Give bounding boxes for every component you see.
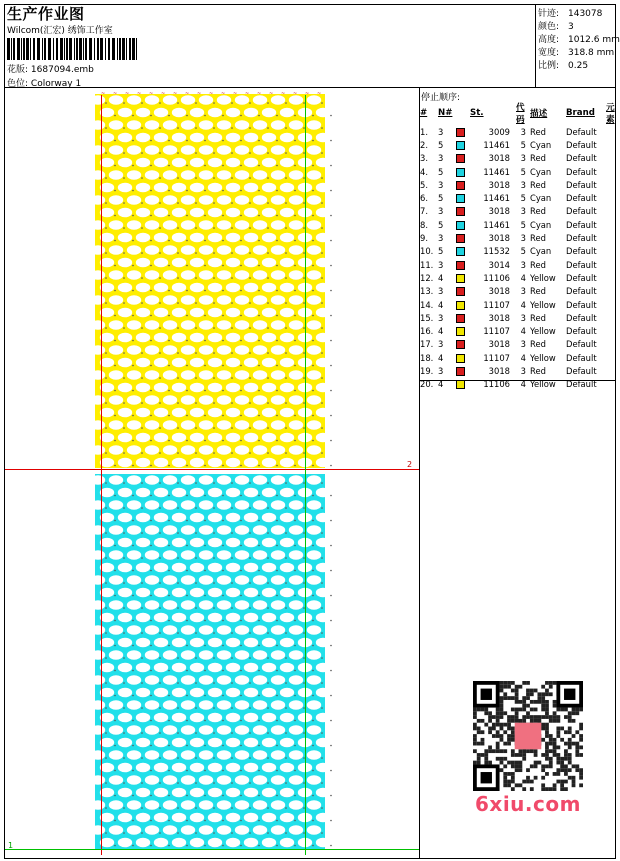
col-stitches: St. bbox=[470, 108, 484, 118]
row-element bbox=[606, 231, 617, 244]
row-element bbox=[606, 378, 617, 391]
svg-text:~: ~ bbox=[149, 91, 154, 97]
guide-line-vertical bbox=[305, 95, 306, 855]
row-description: Red bbox=[530, 126, 546, 137]
row-stitches: 3018 bbox=[488, 233, 510, 244]
row-description: Yellow bbox=[530, 379, 556, 390]
info-height: 高度: 1012.6 mm bbox=[538, 35, 620, 45]
design-label: 花版: bbox=[7, 65, 29, 75]
row-description: Red bbox=[530, 179, 546, 190]
row-index: 3. bbox=[420, 153, 428, 164]
row-description: Red bbox=[530, 259, 546, 270]
row-element bbox=[606, 205, 617, 218]
row-stitches: 11461 bbox=[483, 219, 510, 230]
info-colors: 颜色: 3 bbox=[538, 22, 574, 32]
table-row bbox=[420, 178, 617, 191]
row-needle: 4 bbox=[438, 299, 444, 310]
svg-text:~: ~ bbox=[173, 91, 178, 97]
row-swatch bbox=[456, 125, 470, 138]
stop-sequence-table bbox=[420, 101, 617, 391]
row-element bbox=[606, 258, 617, 271]
row-code: 3 bbox=[520, 179, 526, 190]
color-swatch bbox=[456, 301, 465, 310]
col-brand: Brand bbox=[566, 108, 595, 118]
svg-text:~: ~ bbox=[293, 91, 298, 97]
row-index: 8. bbox=[420, 219, 428, 230]
design-value: 1687094.emb bbox=[30, 65, 94, 75]
svg-text:~: ~ bbox=[101, 91, 106, 97]
table-row bbox=[420, 271, 617, 284]
row-element bbox=[606, 138, 617, 151]
hoop-line-vertical bbox=[101, 95, 102, 855]
row-swatch bbox=[456, 231, 470, 244]
table-row bbox=[420, 351, 617, 364]
color-swatch bbox=[456, 181, 465, 190]
row-swatch bbox=[456, 311, 470, 324]
marker-2: 2 bbox=[407, 460, 413, 469]
row-index: 5. bbox=[420, 179, 428, 190]
svg-text:~: ~ bbox=[257, 91, 262, 97]
row-element bbox=[606, 178, 617, 191]
row-brand: Default bbox=[566, 166, 597, 177]
row-code: 3 bbox=[520, 206, 526, 217]
row-description: Cyan bbox=[530, 246, 552, 257]
row-stitches: 11107 bbox=[483, 299, 510, 310]
color-swatch bbox=[456, 367, 465, 376]
svg-text:~: ~ bbox=[317, 91, 322, 97]
color-swatch bbox=[456, 128, 465, 137]
table-row bbox=[420, 324, 617, 337]
info-scale: 比例: 0.25 bbox=[538, 61, 589, 71]
row-stitches: 11107 bbox=[483, 352, 510, 363]
row-code: 3 bbox=[520, 365, 526, 376]
row-brand: Default bbox=[566, 352, 597, 363]
svg-text:~: ~ bbox=[197, 91, 202, 97]
color-swatch bbox=[456, 354, 465, 363]
row-description: Red bbox=[530, 312, 546, 323]
row-element bbox=[606, 152, 617, 165]
row-brand: Default bbox=[566, 219, 597, 230]
row-index: 10. bbox=[420, 246, 434, 257]
info-stitches: 针迹: 143078 bbox=[538, 9, 603, 19]
row-needle: 5 bbox=[438, 193, 444, 204]
row-element bbox=[606, 351, 617, 364]
row-stitches: 3018 bbox=[488, 286, 510, 297]
row-code: 5 bbox=[520, 193, 526, 204]
row-element bbox=[606, 324, 617, 337]
row-brand: Default bbox=[566, 206, 597, 217]
col-swatch bbox=[456, 101, 470, 125]
color-swatch bbox=[456, 247, 465, 256]
row-swatch bbox=[456, 364, 470, 377]
row-swatch bbox=[456, 271, 470, 284]
row-description: Cyan bbox=[530, 219, 552, 230]
row-code: 5 bbox=[520, 166, 526, 177]
row-swatch bbox=[456, 258, 470, 271]
row-swatch bbox=[456, 191, 470, 204]
row-code: 3 bbox=[520, 259, 526, 270]
row-brand: Default bbox=[566, 326, 597, 337]
row-needle: 5 bbox=[438, 246, 444, 257]
row-index: 18. bbox=[420, 352, 434, 363]
row-swatch bbox=[456, 178, 470, 191]
row-stitches: 3018 bbox=[488, 365, 510, 376]
row-swatch bbox=[456, 351, 470, 364]
svg-text:~: ~ bbox=[209, 91, 214, 97]
col-description: 描述 bbox=[530, 109, 548, 119]
row-element bbox=[606, 218, 617, 231]
row-index: 9. bbox=[420, 233, 428, 244]
row-needle: 5 bbox=[438, 219, 444, 230]
row-code: 3 bbox=[520, 153, 526, 164]
row-index: 2. bbox=[420, 139, 428, 150]
row-element bbox=[606, 165, 617, 178]
row-index: 12. bbox=[420, 272, 434, 283]
row-brand: Default bbox=[566, 365, 597, 376]
table-row bbox=[420, 165, 617, 178]
row-stitches: 11107 bbox=[483, 326, 510, 337]
row-index: 17. bbox=[420, 339, 434, 350]
table-row bbox=[420, 138, 617, 151]
row-needle: 3 bbox=[438, 312, 444, 323]
color-swatch bbox=[456, 234, 465, 243]
row-index: 14. bbox=[420, 299, 434, 310]
color-swatch bbox=[456, 141, 465, 150]
row-needle: 3 bbox=[438, 126, 444, 137]
row-needle: 3 bbox=[438, 286, 444, 297]
row-swatch bbox=[456, 324, 470, 337]
row-brand: Default bbox=[566, 246, 597, 257]
svg-text:~: ~ bbox=[137, 91, 142, 97]
row-swatch bbox=[456, 165, 470, 178]
table-row bbox=[420, 245, 617, 258]
row-code: 5 bbox=[520, 219, 526, 230]
table-row bbox=[420, 125, 617, 138]
colorway-value: Colorway 1 bbox=[30, 79, 82, 89]
row-brand: Default bbox=[566, 339, 597, 350]
row-index: 19. bbox=[420, 365, 434, 376]
info-width: 宽度: 318.8 mm bbox=[538, 48, 615, 58]
row-needle: 4 bbox=[438, 352, 444, 363]
guide-line-horizontal bbox=[5, 849, 419, 850]
row-brand: Default bbox=[566, 259, 597, 270]
row-description: Red bbox=[530, 153, 546, 164]
color-swatch bbox=[456, 340, 465, 349]
table-header-row bbox=[420, 101, 617, 125]
row-code: 4 bbox=[520, 272, 526, 283]
svg-text:~: ~ bbox=[221, 91, 226, 97]
svg-text:~: ~ bbox=[305, 91, 310, 97]
design-info bbox=[7, 62, 94, 75]
color-swatch bbox=[456, 207, 465, 216]
color-swatch bbox=[456, 221, 465, 230]
row-index: 6. bbox=[420, 193, 428, 204]
table-row bbox=[420, 338, 617, 351]
row-stitches: 3018 bbox=[488, 206, 510, 217]
row-brand: Default bbox=[566, 233, 597, 244]
color-swatch bbox=[456, 327, 465, 336]
row-description: Red bbox=[530, 206, 546, 217]
row-index: 1. bbox=[420, 126, 428, 137]
table-row bbox=[420, 258, 617, 271]
row-stitches: 3018 bbox=[488, 153, 510, 164]
table-row bbox=[420, 298, 617, 311]
yellow-mesh-pattern bbox=[91, 94, 332, 468]
info-divider bbox=[535, 4, 536, 88]
color-swatch bbox=[456, 261, 465, 270]
row-brand: Default bbox=[566, 299, 597, 310]
row-index: 11. bbox=[420, 259, 434, 270]
row-brand: Default bbox=[566, 272, 597, 283]
row-index: 4. bbox=[420, 166, 428, 177]
watermark-brand: 6xiu.com bbox=[475, 792, 581, 816]
row-brand: Default bbox=[566, 379, 597, 390]
color-swatch bbox=[456, 274, 465, 283]
row-description: Red bbox=[530, 339, 546, 350]
row-needle: 3 bbox=[438, 339, 444, 350]
row-stitches: 3018 bbox=[488, 179, 510, 190]
row-code: 3 bbox=[520, 312, 526, 323]
row-code: 4 bbox=[520, 326, 526, 337]
row-swatch bbox=[456, 298, 470, 311]
row-needle: 3 bbox=[438, 206, 444, 217]
row-needle: 4 bbox=[438, 272, 444, 283]
row-swatch bbox=[456, 152, 470, 165]
marker-1: 1 bbox=[8, 841, 14, 850]
row-code: 4 bbox=[520, 379, 526, 390]
row-code: 3 bbox=[520, 339, 526, 350]
row-stitches: 11461 bbox=[483, 139, 510, 150]
color-swatch bbox=[456, 287, 465, 296]
row-stitches: 3018 bbox=[488, 339, 510, 350]
row-description: Cyan bbox=[530, 166, 552, 177]
row-stitches: 11106 bbox=[483, 379, 510, 390]
row-code: 3 bbox=[520, 126, 526, 137]
row-needle: 4 bbox=[438, 379, 444, 390]
row-stitches: 3009 bbox=[488, 126, 510, 137]
row-element bbox=[606, 191, 617, 204]
color-swatch bbox=[456, 168, 465, 177]
row-element bbox=[606, 245, 617, 258]
col-code: 代码 bbox=[516, 103, 525, 125]
row-index: 20. bbox=[420, 379, 434, 390]
row-swatch bbox=[456, 245, 470, 258]
row-brand: Default bbox=[566, 193, 597, 204]
row-needle: 3 bbox=[438, 153, 444, 164]
table-row bbox=[420, 231, 617, 244]
row-element bbox=[606, 364, 617, 377]
svg-text:~: ~ bbox=[281, 91, 286, 97]
table-row bbox=[420, 311, 617, 324]
svg-text:~: ~ bbox=[185, 91, 190, 97]
table-row bbox=[420, 364, 617, 377]
table-row bbox=[420, 205, 617, 218]
table-row bbox=[420, 218, 617, 231]
row-swatch bbox=[456, 285, 470, 298]
row-index: 13. bbox=[420, 286, 434, 297]
svg-text:~: ~ bbox=[245, 91, 250, 97]
row-needle: 3 bbox=[438, 179, 444, 190]
row-element bbox=[606, 285, 617, 298]
row-description: Yellow bbox=[530, 272, 556, 283]
col-index: # bbox=[420, 108, 428, 118]
table-row bbox=[420, 191, 617, 204]
company-name: Wilcom(汇宏) 绣饰工作室 bbox=[7, 26, 113, 36]
row-index: 7. bbox=[420, 206, 428, 217]
row-description: Cyan bbox=[530, 193, 552, 204]
qr-code-icon bbox=[471, 681, 585, 791]
row-description: Red bbox=[530, 365, 546, 376]
svg-text:~: ~ bbox=[161, 91, 166, 97]
color-swatch bbox=[456, 154, 465, 163]
embroidery-preview bbox=[5, 88, 419, 858]
svg-text:~: ~ bbox=[269, 91, 274, 97]
row-stitches: 11106 bbox=[483, 272, 510, 283]
stop-sequence-heading: 停止顺序: bbox=[421, 93, 461, 103]
row-swatch bbox=[456, 218, 470, 231]
table-row bbox=[420, 285, 617, 298]
row-code: 4 bbox=[520, 352, 526, 363]
row-element bbox=[606, 125, 617, 138]
row-description: Cyan bbox=[530, 139, 552, 150]
row-brand: Default bbox=[566, 312, 597, 323]
row-swatch bbox=[456, 205, 470, 218]
row-needle: 3 bbox=[438, 233, 444, 244]
table-row bbox=[420, 152, 617, 165]
svg-text:~: ~ bbox=[125, 91, 130, 97]
row-code: 3 bbox=[520, 233, 526, 244]
row-brand: Default bbox=[566, 126, 597, 137]
row-brand: Default bbox=[566, 286, 597, 297]
hoop-line-horizontal bbox=[5, 469, 419, 470]
row-element bbox=[606, 311, 617, 324]
row-description: Red bbox=[530, 233, 546, 244]
color-swatch bbox=[456, 314, 465, 323]
row-needle: 5 bbox=[438, 166, 444, 177]
row-brand: Default bbox=[566, 139, 597, 150]
row-description: Yellow bbox=[530, 299, 556, 310]
row-needle: 4 bbox=[438, 326, 444, 337]
table-row bbox=[420, 378, 617, 391]
row-swatch bbox=[456, 338, 470, 351]
row-swatch bbox=[456, 138, 470, 151]
color-swatch bbox=[456, 380, 465, 389]
col-needle: N# bbox=[438, 108, 453, 118]
row-element bbox=[606, 298, 617, 311]
row-brand: Default bbox=[566, 179, 597, 190]
page-title: 生产作业图 bbox=[7, 5, 85, 23]
colorway-label: 色位: bbox=[7, 79, 29, 89]
row-brand: Default bbox=[566, 153, 597, 164]
row-index: 16. bbox=[420, 326, 434, 337]
row-description: Red bbox=[530, 286, 546, 297]
row-element bbox=[606, 338, 617, 351]
row-code: 5 bbox=[520, 246, 526, 257]
row-code: 4 bbox=[520, 299, 526, 310]
row-needle: 3 bbox=[438, 259, 444, 270]
svg-text:~: ~ bbox=[113, 91, 118, 97]
row-description: Yellow bbox=[530, 326, 556, 337]
color-swatch bbox=[456, 194, 465, 203]
row-needle: 3 bbox=[438, 365, 444, 376]
row-stitches: 11461 bbox=[483, 193, 510, 204]
row-element bbox=[606, 271, 617, 284]
barcode-icon bbox=[7, 38, 137, 60]
cyan-mesh-pattern bbox=[91, 474, 332, 850]
row-description: Yellow bbox=[530, 352, 556, 363]
col-element: 元素 bbox=[606, 103, 615, 125]
row-index: 15. bbox=[420, 312, 434, 323]
row-code: 3 bbox=[520, 286, 526, 297]
row-needle: 5 bbox=[438, 139, 444, 150]
row-stitches: 11461 bbox=[483, 166, 510, 177]
row-stitches: 3018 bbox=[488, 312, 510, 323]
row-stitches: 11532 bbox=[483, 246, 510, 257]
row-swatch bbox=[456, 378, 470, 391]
svg-text:~: ~ bbox=[233, 91, 238, 97]
row-code: 5 bbox=[520, 139, 526, 150]
row-stitches: 3014 bbox=[488, 259, 510, 270]
